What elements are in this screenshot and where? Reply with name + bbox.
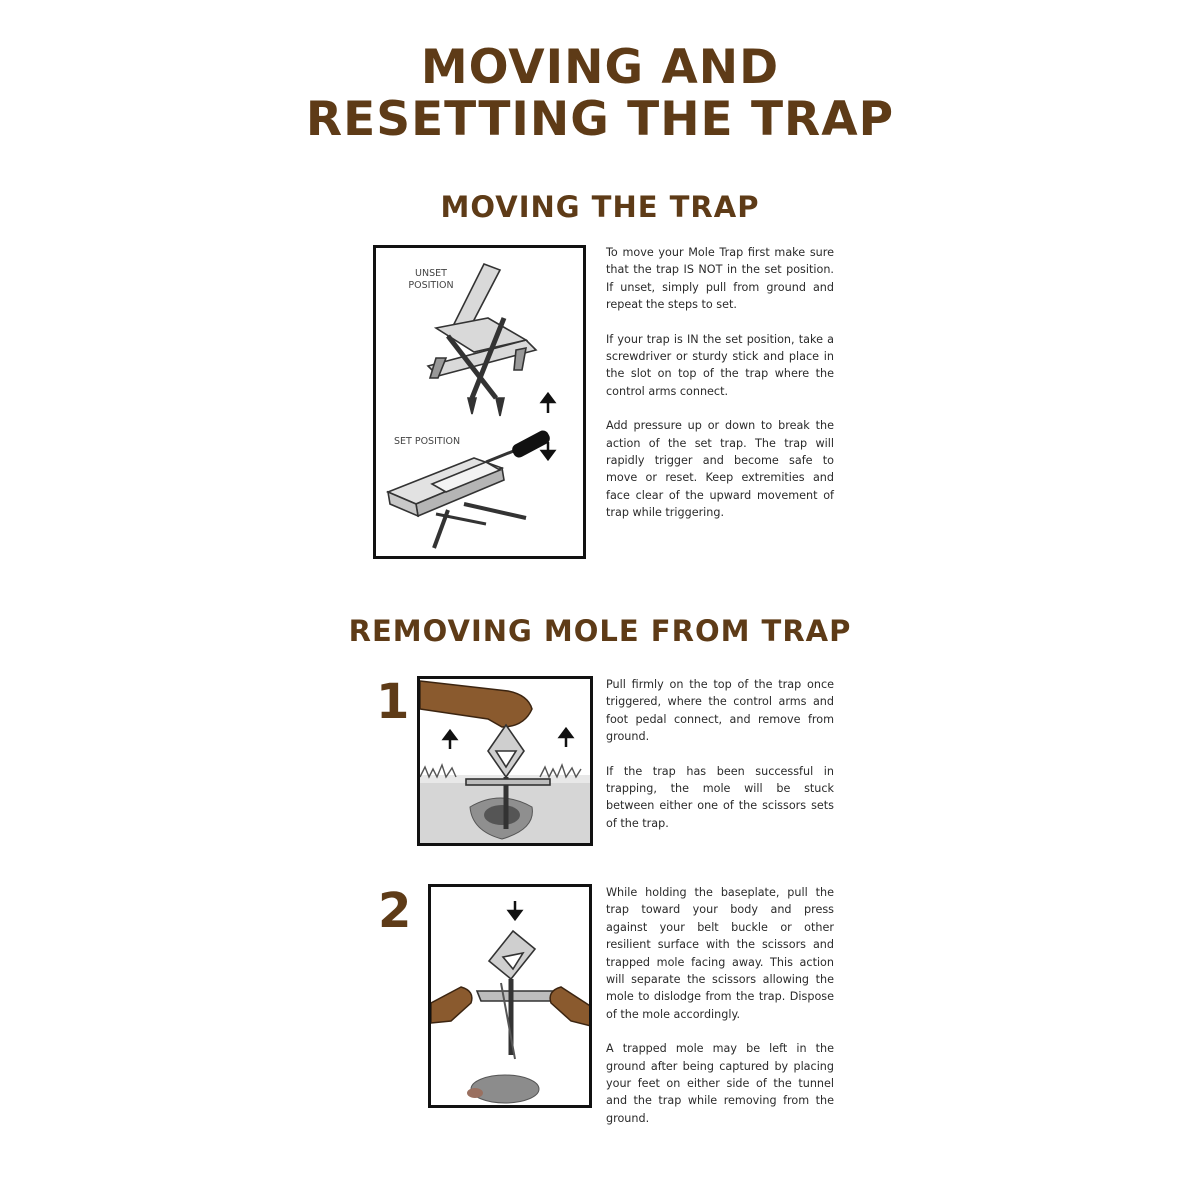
down-arrow-icon (509, 901, 521, 919)
moving-paragraph-2: If your trap is IN the set position, take a screwdriver or sturdy stick and place in the slot on top of the trap where the control arms connect. (606, 332, 834, 398)
step-2-paragraph-1: While holding the baseplate, pull the trap toward your body and press against your belt buckle or other resilient surface with the scissors and trapped mole facing away. This action will separate the scissors allowing the mole to dislodge from the trap. Dispose of the mole accordingly. (606, 886, 834, 1021)
step-2-paragraph-2: A trapped mole may be left in the ground after being captured by placing your feet on either side of the tunnel and the trap while removing from the ground. (606, 1042, 834, 1125)
mole-icon (484, 805, 520, 825)
step-2-text (606, 884, 834, 1144)
moving-paragraph-1: To move your Mole Trap first make sure that the trap IS NOT in the set position. If unset, simply pull from ground and repeat the steps to set. (606, 246, 834, 312)
hand-icon (550, 987, 592, 1027)
moving-illustration-panel (373, 245, 586, 559)
step-2-illustration-panel (428, 884, 592, 1108)
set-position-label: SET POSITION (394, 436, 461, 447)
title-line-1: MOVING AND (420, 40, 780, 95)
step-1-number: 1 (376, 674, 410, 730)
up-down-arrows-icon (542, 394, 554, 459)
step-2-illustration (431, 887, 592, 1108)
unset-position-label: UNSET POSITION (408, 268, 454, 291)
screwdriver-icon (486, 428, 552, 462)
moving-heading: MOVING THE TRAP (440, 190, 760, 224)
removing-heading: REMOVING MOLE FROM TRAP (348, 614, 852, 648)
hand-icon (420, 681, 532, 727)
hand-icon (431, 987, 472, 1023)
step-1-paragraph-1: Pull firmly on the top of the trap once triggered, where the control arms and foot pedal connect, and remove from ground. (606, 678, 834, 744)
moving-paragraph-3: Add pressure up or down to break the action of the set trap. The trap will rapidly trigger and become safe to move or reset. Keep extremities and face clear of the upward movement of trap while triggering. (606, 419, 834, 520)
page-title (0, 42, 1200, 146)
moving-text (606, 244, 834, 539)
step-2-number: 2 (378, 883, 412, 939)
title-line-2: RESETTING THE TRAP (305, 92, 895, 147)
step-1-paragraph-2: If the trap has been successful in trapping, the mole will be stuck between either one of the scissors sets of the trap. (606, 764, 834, 830)
step-1-text (606, 676, 834, 849)
step-1-illustration (420, 679, 593, 846)
step-1-illustration-panel (417, 676, 593, 846)
mole-icon (471, 1075, 539, 1103)
trap-icon (376, 248, 586, 559)
